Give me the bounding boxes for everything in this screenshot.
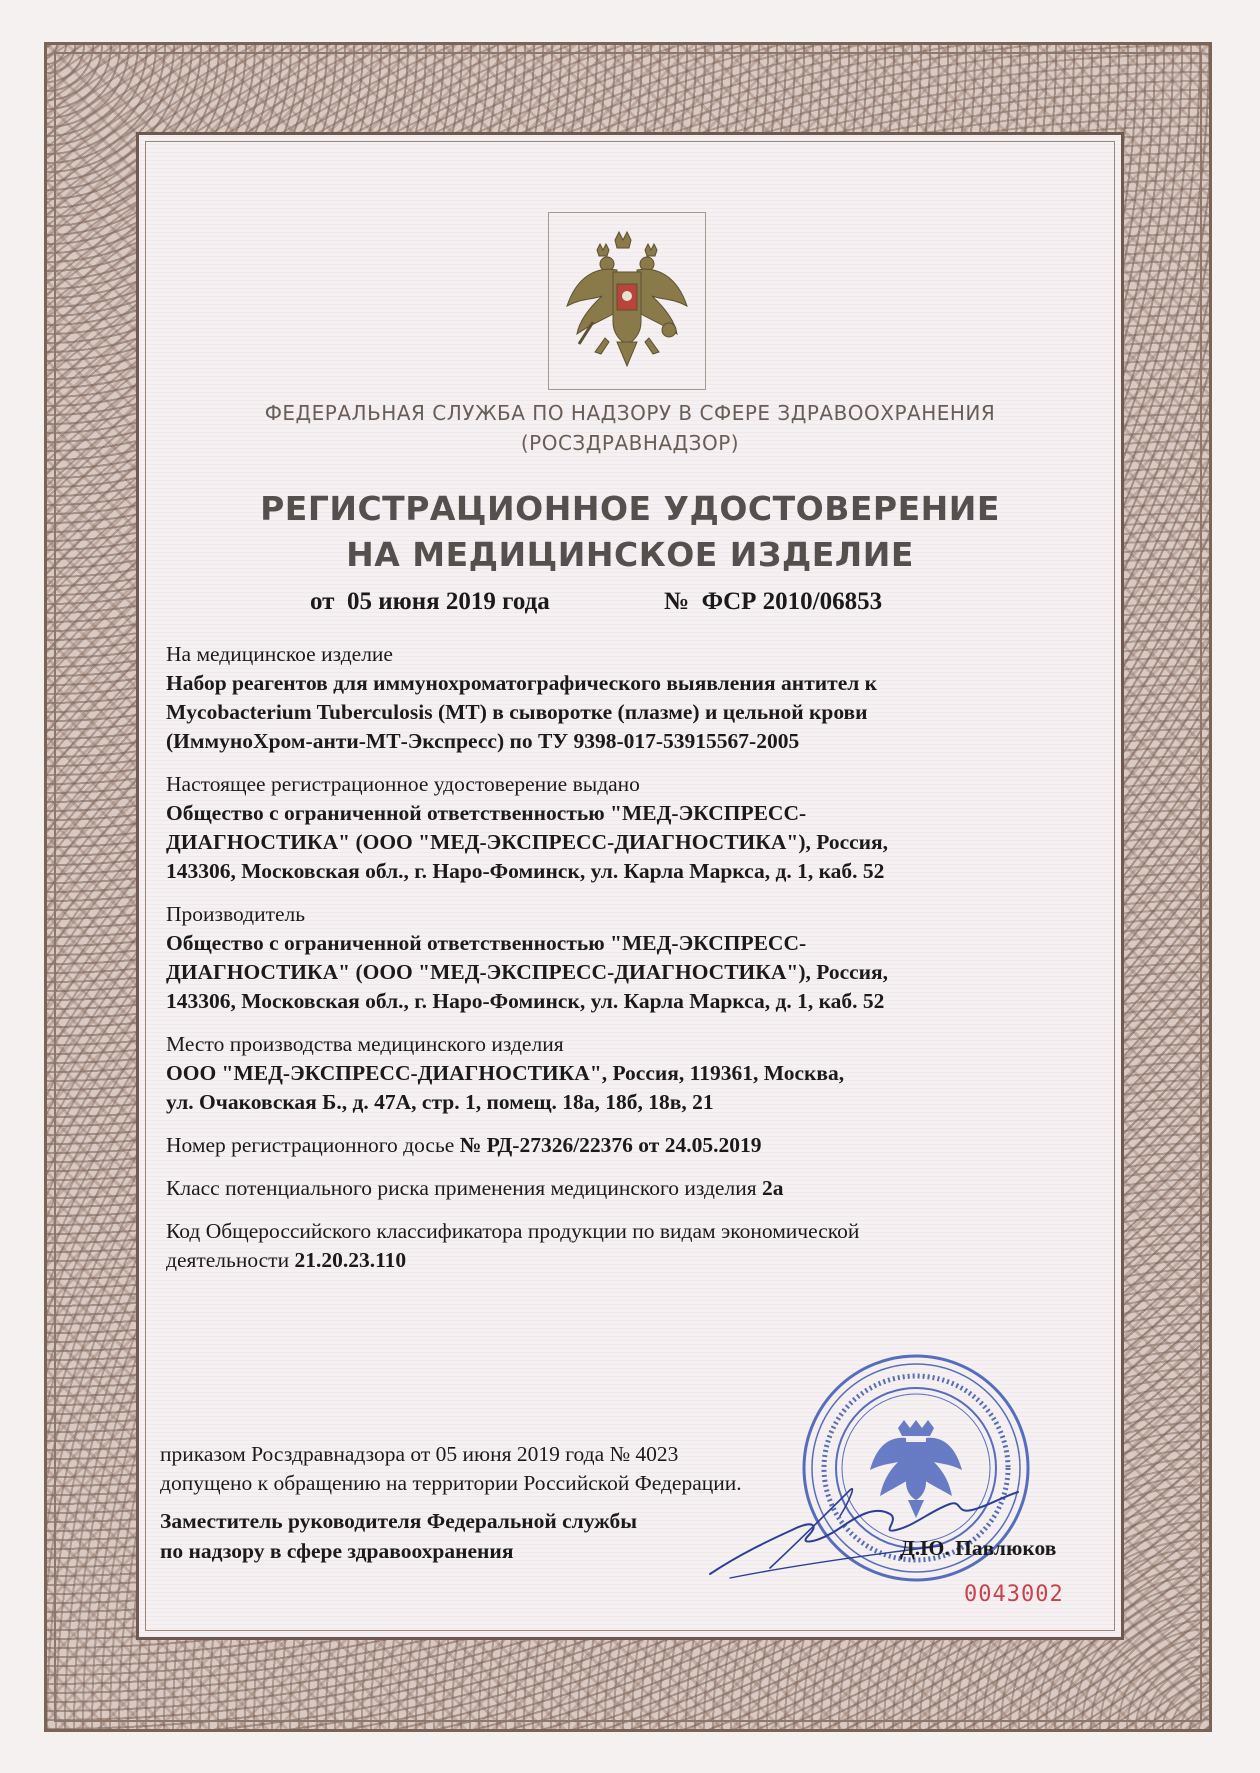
handwritten-signature	[700, 1470, 1030, 1590]
issued-to-line-2: ДИАГНОСТИКА" (ООО "МЕД-ЭКСПРЕСС-ДИАГНОСТИКА"), Россия,	[166, 830, 889, 854]
order-line-1: приказом Росздравнадзора от 05 июня 2019 года № 4023	[160, 1442, 679, 1466]
order-line-2: допущено к обращению на территории Российской Федерации.	[160, 1471, 742, 1495]
okpd-section	[166, 1217, 1026, 1275]
production-site-section	[166, 1030, 1026, 1117]
manufacturer-label: Производитель	[166, 902, 306, 926]
approval-order	[160, 1440, 742, 1498]
serial-number: 0043002	[964, 1582, 1064, 1607]
device-line-2: Mycobacterium Tuberculosis (МТ) в сыворотке (плазме) и цельной крови	[166, 700, 868, 724]
dossier-value: № РД-27326/22376 от 24.05.2019	[459, 1133, 762, 1157]
document-title	[140, 486, 1120, 578]
issued-to-line-3: 143306, Московская обл., г. Наро-Фоминск, ул. Карла Маркса, д. 1, каб. 52	[166, 859, 885, 883]
agency-line-2: (РОСЗДРАВНАДЗОР)	[520, 431, 740, 455]
manufacturer-line-2: ДИАГНОСТИКА" (ООО "МЕД-ЭКСПРЕСС-ДИАГНОСТИКА"), Россия,	[166, 960, 889, 984]
dossier-section	[166, 1131, 1026, 1160]
double-headed-eagle-emblem-icon	[557, 226, 697, 376]
certificate-details	[166, 640, 1026, 1289]
production-site-line-2: ул. Очаковская Б., д. 47А, стр. 1, помещ. 18а, 18б, 18в, 21	[166, 1090, 714, 1114]
agency-line-1: ФЕДЕРАЛЬНАЯ СЛУЖБА ПО НАДЗОРУ В СФЕРЕ ЗДРАВООХРАНЕНИЯ	[264, 401, 996, 425]
agency-name	[140, 398, 1120, 458]
manufacturer-line-3: 143306, Московская обл., г. Наро-Фоминск, ул. Карла Маркса, д. 1, каб. 52	[166, 989, 885, 1013]
title-line-1: РЕГИСТРАЦИОННОЕ УДОСТОВЕРЕНИЕ	[260, 489, 1000, 528]
device-line-1: Набор реагентов для иммунохроматографического выявления антител к	[166, 671, 878, 695]
certificate-date: от 05 июня 2019 года	[310, 588, 550, 615]
issued-to-line-1: Общество с ограниченной ответственностью "МЕД-ЭКСПРЕСС-	[166, 801, 807, 825]
device-section	[166, 640, 1026, 756]
emblem-box	[548, 212, 706, 390]
position-line-2: по надзору в сфере здравоохранения	[160, 1539, 514, 1563]
risk-class-label: Класс потенциального риска применения медицинского изделия	[166, 1176, 762, 1200]
manufacturer-section	[166, 900, 1026, 1016]
position-line-1: Заместитель руководителя Федеральной службы	[160, 1509, 638, 1533]
production-site-line-1: ООО "МЕД-ЭКСПРЕСС-ДИАГНОСТИКА", Россия, 119361, Москва,	[166, 1061, 845, 1085]
risk-class-value: 2а	[761, 1176, 784, 1200]
device-line-3: (ИммуноХром-анти-МТ-Экспресс) по ТУ 9398-017-53915567-2005	[166, 729, 800, 753]
production-site-label: Место производства медицинского изделия	[166, 1032, 564, 1056]
issued-to-label: Настоящее регистрационное удостоверение выдано	[166, 772, 640, 796]
okpd-value: 21.20.23.110	[294, 1248, 407, 1272]
signer-name: Д.Ю. Павлюков	[900, 1536, 1057, 1560]
title-line-2: НА МЕДИЦИНСКОЕ ИЗДЕЛИЕ	[346, 535, 914, 574]
issued-to-section	[166, 770, 1026, 886]
device-label: На медицинское изделие	[166, 642, 393, 666]
risk-class-section	[166, 1174, 1026, 1203]
manufacturer-line-1: Общество с ограниченной ответственностью "МЕД-ЭКСПРЕСС-	[166, 931, 807, 955]
signatory-position	[160, 1506, 637, 1566]
okpd-label-line-2: деятельности	[166, 1248, 295, 1272]
dossier-label: Номер регистрационного досье	[166, 1133, 460, 1157]
certificate-number: № ФСР 2010/06853	[664, 588, 883, 615]
okpd-label-line-1: Код Общероссийского классификатора продукции по видам экономической	[166, 1219, 860, 1243]
